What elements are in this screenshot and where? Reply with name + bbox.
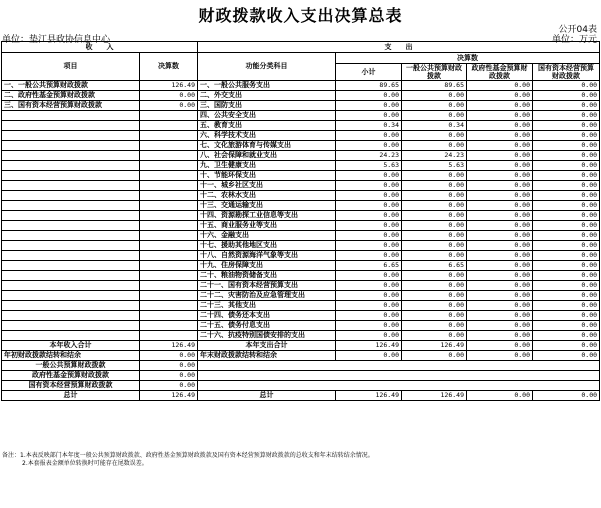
income-amount-cell (140, 221, 198, 231)
income-item-cell (2, 181, 140, 191)
income-amount-cell (140, 321, 198, 331)
function-category-cell: 二十、粮油物资储备支出 (198, 271, 336, 281)
final-amount-cell: 0.00 (533, 101, 600, 111)
function-category-column-header: 功能分类科目 (198, 53, 336, 81)
function-category-cell: 六、科学技术支出 (198, 131, 336, 141)
table-row (2, 161, 600, 171)
carry-over-row-expense-amount: 0.00 (533, 351, 600, 361)
final-amount-cell: 0.00 (467, 281, 533, 291)
final-amount-cell: 0.00 (467, 231, 533, 241)
final-amount-cell: 5.63 (402, 161, 467, 171)
carry-capital-row-amount: 0.00 (140, 381, 198, 391)
general-budget-column-header: 一般公共预算财政拨款 (402, 64, 467, 81)
income-amount-cell (140, 331, 198, 341)
final-amount-cell: 0.00 (533, 231, 600, 241)
income-item-cell (2, 251, 140, 261)
final-amount-cell: 0.00 (402, 221, 467, 231)
final-amount-cell: 0.00 (533, 281, 600, 291)
final-amount-cell: 0.00 (533, 151, 600, 161)
footnote-2: 2.本套报表金额单位转换时可能存在尾数误差。 (22, 460, 148, 467)
function-category-cell: 二、外交支出 (198, 91, 336, 101)
grand-total-row-expense-amount: 0.00 (533, 391, 600, 401)
income-item-cell (2, 271, 140, 281)
income-amount-cell (140, 291, 198, 301)
income-item-cell (2, 221, 140, 231)
final-amount-cell: 0.00 (533, 251, 600, 261)
section-header-row (2, 42, 600, 53)
final-amount-cell: 0.00 (336, 91, 402, 101)
carry-over-row-label: 年初财政拨款结转和结余 (2, 351, 140, 361)
carry-fund-row-label: 政府性基金预算财政拨款 (2, 371, 140, 381)
income-amount-cell (140, 241, 198, 251)
function-category-cell: 三、国防支出 (198, 101, 336, 111)
income-item-cell (2, 311, 140, 321)
income-total-row-expense-label: 本年支出合计 (198, 341, 336, 351)
function-category-cell: 十一、城乡社区支出 (198, 181, 336, 191)
final-amount-cell: 0.00 (533, 311, 600, 321)
function-category-cell: 十、节能环保支出 (198, 171, 336, 181)
fiscal-summary-table (1, 41, 600, 401)
function-category-cell: 十七、援助其他地区支出 (198, 241, 336, 251)
final-amount-cell: 0.00 (402, 331, 467, 341)
income-amount-cell (140, 191, 198, 201)
final-amount-cell: 0.00 (533, 331, 600, 341)
function-category-cell: 十四、资源勘探工业信息等支出 (198, 211, 336, 221)
final-amount-cell: 0.00 (533, 161, 600, 171)
report-title: 财政拨款收入支出决算总表 (198, 6, 403, 25)
final-amount-cell: 0.00 (402, 131, 467, 141)
final-amount-cell: 0.00 (467, 81, 533, 91)
final-amount-cell: 0.00 (533, 141, 600, 151)
carry-over-row-expense-label: 年末财政拨款结转和结余 (198, 351, 336, 361)
form-code: 公开04表 (558, 25, 597, 35)
final-amount-cell: 0.00 (467, 301, 533, 311)
income-item-cell (2, 171, 140, 181)
grand-total-row-expense-amount: 126.49 (336, 391, 402, 401)
final-amount-cell: 0.00 (533, 181, 600, 191)
income-total-row-expense-amount: 0.00 (533, 341, 600, 351)
final-amount-cell: 0.00 (336, 251, 402, 261)
final-amount-cell: 0.00 (467, 141, 533, 151)
final-amount-cell: 0.00 (533, 271, 600, 281)
carry-general-row-label: 一般公共预算财政拨款 (2, 361, 140, 371)
final-amount-cell: 0.00 (467, 131, 533, 141)
final-amount-cell: 5.63 (336, 161, 402, 171)
table-row (2, 261, 600, 271)
function-category-cell: 十五、商业服务业等支出 (198, 221, 336, 231)
final-amount-cell: 0.00 (467, 331, 533, 341)
table-row (2, 311, 600, 321)
income-amount-cell (140, 141, 198, 151)
final-amount-cell: 0.00 (467, 321, 533, 331)
income-item-cell (2, 301, 140, 311)
final-amount-cell: 0.00 (336, 201, 402, 211)
state-capital-column-header: 国有资本经营预算财政拨款 (533, 64, 600, 81)
function-category-cell: 二十一、国有资本经营预算支出 (198, 281, 336, 291)
budget-amount-column-header: 决算数 (140, 53, 198, 81)
final-amount-cell: 0.00 (336, 131, 402, 141)
final-amount-cell: 0.34 (402, 121, 467, 131)
function-category-cell: 十九、住房保障支出 (198, 261, 336, 271)
carry-general-row-amount: 0.00 (140, 361, 198, 371)
final-amount-group-header: 决算数 (336, 53, 600, 64)
income-total-row-expense-amount: 126.49 (402, 341, 467, 351)
final-amount-cell: 0.00 (533, 171, 600, 181)
carry-over-row-expense-amount: 0.00 (402, 351, 467, 361)
grand-total-row-label: 总计 (2, 391, 140, 401)
table-row (2, 251, 600, 261)
final-amount-cell: 0.00 (336, 141, 402, 151)
final-amount-cell: 0.00 (467, 121, 533, 131)
final-amount-cell: 0.00 (402, 171, 467, 181)
final-amount-cell: 0.00 (402, 211, 467, 221)
function-category-cell: 二十三、其他支出 (198, 301, 336, 311)
function-category-cell: 四、公共安全支出 (198, 111, 336, 121)
final-amount-cell: 0.00 (533, 191, 600, 201)
table-row (2, 91, 600, 101)
income-item-cell (2, 191, 140, 201)
final-amount-cell: 0.00 (336, 101, 402, 111)
final-amount-cell: 0.00 (402, 271, 467, 281)
final-amount-cell: 0.00 (533, 91, 600, 101)
income-item-cell (2, 211, 140, 221)
income-item-cell (2, 141, 140, 151)
expense-section-header: 支 出 (198, 42, 600, 53)
income-amount-cell (140, 161, 198, 171)
function-category-cell: 八、社会保障和就业支出 (198, 151, 336, 161)
income-amount-cell (140, 131, 198, 141)
final-amount-cell: 0.00 (467, 291, 533, 301)
final-amount-cell: 0.00 (402, 91, 467, 101)
final-amount-cell: 89.65 (336, 81, 402, 91)
income-item-cell (2, 331, 140, 341)
table-row (2, 291, 600, 301)
final-amount-cell: 0.00 (467, 251, 533, 261)
table-row (2, 211, 600, 221)
final-amount-cell: 0.00 (467, 101, 533, 111)
carry-fund-row-empty-expense (198, 371, 600, 381)
income-amount-cell (140, 271, 198, 281)
final-amount-cell: 0.00 (533, 221, 600, 231)
final-amount-cell: 0.00 (336, 221, 402, 231)
final-amount-cell: 0.00 (467, 211, 533, 221)
final-amount-cell: 0.00 (533, 131, 600, 141)
reporting-unit: 单位：垫江县政协信息中心 (2, 35, 111, 45)
final-amount-cell: 24.23 (402, 151, 467, 161)
final-amount-cell: 0.00 (533, 121, 600, 131)
income-item-cell (2, 201, 140, 211)
income-item-cell: 一、一般公共预算财政拨款 (2, 81, 140, 91)
income-item-cell (2, 281, 140, 291)
final-amount-cell: 0.34 (336, 121, 402, 131)
carry-capital-row-label: 国有资本经营预算财政拨款 (2, 381, 140, 391)
carry-over-row-expense-amount: 0.00 (336, 351, 402, 361)
income-item-cell (2, 321, 140, 331)
income-amount-cell (140, 111, 198, 121)
final-amount-cell: 0.00 (467, 311, 533, 321)
function-category-cell: 九、卫生健康支出 (198, 161, 336, 171)
income-total-row-expense-amount: 126.49 (336, 341, 402, 351)
final-amount-cell: 0.00 (533, 201, 600, 211)
income-amount-cell (140, 261, 198, 271)
income-amount-cell (140, 201, 198, 211)
final-amount-cell: 24.23 (336, 151, 402, 161)
income-amount-cell (140, 231, 198, 241)
table-row (2, 151, 600, 161)
final-amount-cell: 0.00 (533, 301, 600, 311)
final-amount-cell: 0.00 (402, 111, 467, 121)
income-item-cell (2, 261, 140, 271)
final-amount-cell: 0.00 (402, 321, 467, 331)
final-amount-cell: 0.00 (402, 281, 467, 291)
carry-capital-row-empty-expense (198, 381, 600, 391)
income-item-cell (2, 131, 140, 141)
final-amount-cell: 0.00 (467, 201, 533, 211)
income-amount-cell (140, 211, 198, 221)
function-category-cell: 二十六、抗疫特别国债安排的支出 (198, 331, 336, 341)
table-row (2, 101, 600, 111)
carry-capital-row (2, 381, 600, 391)
table-row (2, 171, 600, 181)
final-amount-cell: 0.00 (467, 221, 533, 231)
final-amount-cell: 0.00 (402, 241, 467, 251)
currency-unit: 单位：万元 (551, 35, 597, 45)
final-amount-cell: 0.00 (402, 291, 467, 301)
function-category-cell: 二十四、债务还本支出 (198, 311, 336, 321)
carry-general-row-empty-expense (198, 361, 600, 371)
income-amount-cell: 0.00 (140, 101, 198, 111)
table-row (2, 181, 600, 191)
final-amount-cell: 0.00 (467, 271, 533, 281)
final-amount-cell: 0.00 (467, 161, 533, 171)
final-amount-cell: 6.65 (336, 261, 402, 271)
final-amount-cell: 0.00 (336, 181, 402, 191)
income-amount-cell (140, 251, 198, 261)
income-section-header: 收 入 (2, 42, 198, 53)
final-amount-cell: 0.00 (402, 141, 467, 151)
final-amount-cell: 0.00 (336, 311, 402, 321)
function-category-cell: 十二、农林水支出 (198, 191, 336, 201)
table-row (2, 221, 600, 231)
income-item-cell: 三、国有资本经营预算财政拨款 (2, 101, 140, 111)
final-amount-cell: 0.00 (402, 311, 467, 321)
table-row (2, 201, 600, 211)
carry-over-row-amount: 0.00 (140, 351, 198, 361)
income-item-cell (2, 231, 140, 241)
final-amount-cell: 0.00 (467, 181, 533, 191)
income-amount-cell (140, 121, 198, 131)
final-amount-cell: 0.00 (467, 191, 533, 201)
final-amount-cell: 0.00 (533, 321, 600, 331)
final-amount-cell: 0.00 (402, 251, 467, 261)
income-amount-cell (140, 311, 198, 321)
final-amount-cell: 0.00 (336, 321, 402, 331)
carry-fund-row (2, 371, 600, 381)
final-amount-cell: 0.00 (533, 211, 600, 221)
final-amount-cell: 0.00 (533, 291, 600, 301)
function-category-cell: 二十五、债务付息支出 (198, 321, 336, 331)
function-category-cell: 一、一般公共服务支出 (198, 81, 336, 91)
final-amount-cell: 0.00 (467, 151, 533, 161)
final-amount-cell: 0.00 (402, 301, 467, 311)
table-row (2, 81, 600, 91)
final-amount-cell: 0.00 (533, 111, 600, 121)
grand-total-row (2, 391, 600, 401)
table-row (2, 331, 600, 341)
income-amount-cell: 0.00 (140, 91, 198, 101)
column-header-row-1 (2, 53, 600, 64)
final-amount-cell: 0.00 (402, 101, 467, 111)
function-category-cell: 十三、交通运输支出 (198, 201, 336, 211)
final-amount-cell: 0.00 (467, 261, 533, 271)
final-amount-cell: 0.00 (336, 301, 402, 311)
final-amount-cell: 0.00 (336, 241, 402, 251)
income-item-cell (2, 111, 140, 121)
income-item-cell (2, 121, 140, 131)
footnote-1: 备注：1.本表反映部门本年度一般公共预算财政拨款、政府性基金预算财政拨款及国有资本经营预算财政拨款的总收支和年末结转结余情况。 (2, 452, 374, 459)
final-amount-cell: 0.00 (533, 261, 600, 271)
final-amount-cell: 6.65 (402, 261, 467, 271)
income-item-cell (2, 291, 140, 301)
table-row (2, 191, 600, 201)
grand-total-row-expense-amount: 0.00 (467, 391, 533, 401)
table-row (2, 301, 600, 311)
final-amount-cell: 0.00 (336, 191, 402, 201)
carry-general-row (2, 361, 600, 371)
function-category-cell: 五、教育支出 (198, 121, 336, 131)
function-category-cell: 七、文化旅游体育与传媒支出 (198, 141, 336, 151)
income-amount-cell (140, 181, 198, 191)
table-row (2, 131, 600, 141)
income-item-cell (2, 151, 140, 161)
function-category-cell: 十六、金融支出 (198, 231, 336, 241)
income-amount-cell (140, 151, 198, 161)
table-row (2, 281, 600, 291)
income-total-row-expense-amount: 0.00 (467, 341, 533, 351)
income-item-cell: 二、政府性基金预算财政拨款 (2, 91, 140, 101)
final-amount-cell: 0.00 (467, 111, 533, 121)
income-total-row-amount: 126.49 (140, 341, 198, 351)
final-amount-cell: 0.00 (336, 211, 402, 221)
function-category-cell: 二十二、灾害防治及应急管理支出 (198, 291, 336, 301)
grand-total-row-expense-label: 总计 (198, 391, 336, 401)
income-amount-cell (140, 281, 198, 291)
income-item-cell (2, 241, 140, 251)
gov-fund-column-header: 政府性基金预算财政拨款 (467, 64, 533, 81)
table-row (2, 321, 600, 331)
final-amount-cell: 0.00 (402, 181, 467, 191)
final-amount-cell: 89.65 (402, 81, 467, 91)
income-amount-cell: 126.49 (140, 81, 198, 91)
final-amount-cell: 0.00 (336, 231, 402, 241)
table-row (2, 121, 600, 131)
grand-total-row-expense-amount: 126.49 (402, 391, 467, 401)
final-amount-cell: 0.00 (467, 171, 533, 181)
income-total-row-label: 本年收入合计 (2, 341, 140, 351)
grand-total-row-amount: 126.49 (140, 391, 198, 401)
final-amount-cell: 0.00 (533, 241, 600, 251)
table-row (2, 111, 600, 121)
final-amount-cell: 0.00 (336, 331, 402, 341)
subtotal-column-header: 小计 (336, 64, 402, 81)
final-amount-cell: 0.00 (336, 281, 402, 291)
final-amount-cell: 0.00 (467, 91, 533, 101)
table-row (2, 141, 600, 151)
table-row (2, 231, 600, 241)
income-total-row (2, 341, 600, 351)
carry-over-row (2, 351, 600, 361)
final-amount-cell: 0.00 (336, 171, 402, 181)
income-amount-cell (140, 301, 198, 311)
final-amount-cell: 0.00 (336, 111, 402, 121)
income-item-cell (2, 161, 140, 171)
item-column-header: 项目 (2, 53, 140, 81)
carry-over-row-expense-amount: 0.00 (467, 351, 533, 361)
final-amount-cell: 0.00 (402, 231, 467, 241)
table-row (2, 271, 600, 281)
function-category-cell: 十八、自然资源海洋气象等支出 (198, 251, 336, 261)
final-amount-cell: 0.00 (467, 241, 533, 251)
table-row (2, 241, 600, 251)
footnotes (2, 452, 374, 468)
income-amount-cell (140, 171, 198, 181)
final-amount-cell: 0.00 (402, 201, 467, 211)
final-amount-cell: 0.00 (402, 191, 467, 201)
carry-fund-row-amount: 0.00 (140, 371, 198, 381)
final-amount-cell: 0.00 (533, 81, 600, 91)
final-amount-cell: 0.00 (336, 271, 402, 281)
final-amount-cell: 0.00 (336, 291, 402, 301)
